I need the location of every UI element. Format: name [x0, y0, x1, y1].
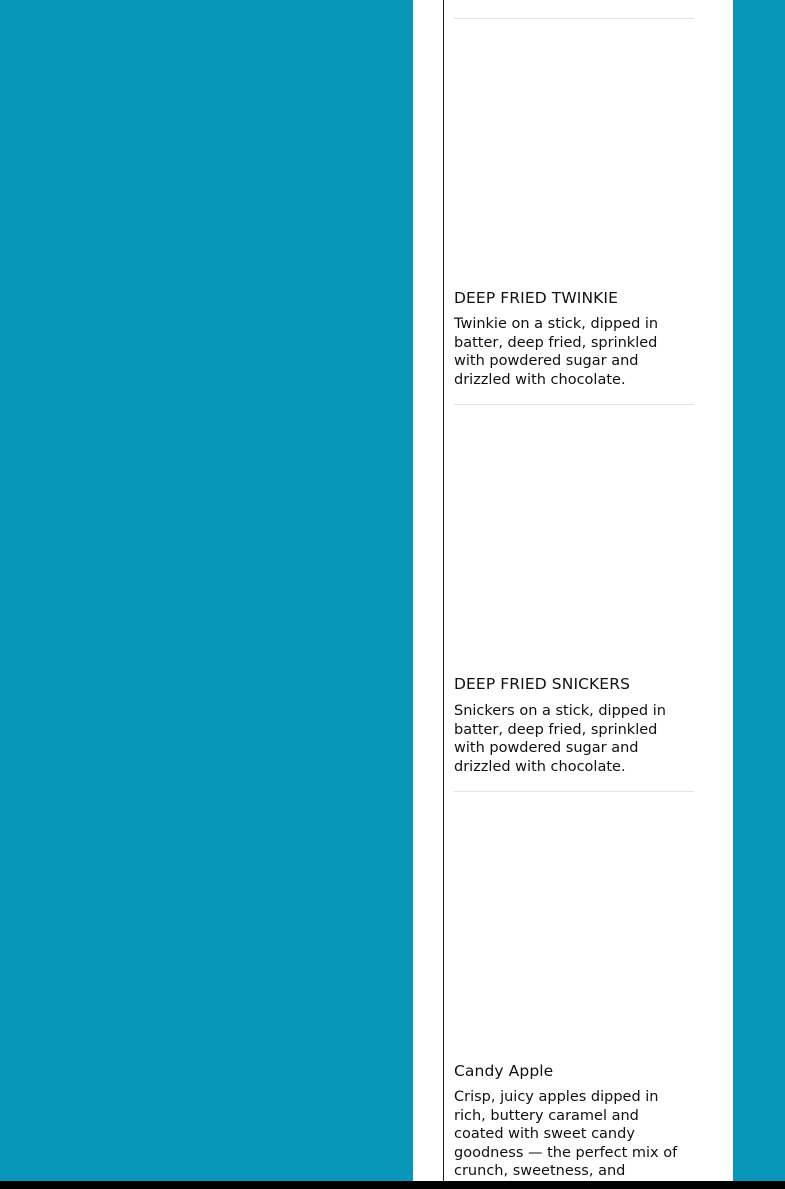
menu-item-description: Crisp, juicy apples dipped in rich, buttery caramel and coated with sweet candy goodness — the perfect mix of crunch, sweetness, and: [454, 1089, 678, 1180]
item-divider: [454, 791, 694, 792]
menu-item-image-placeholder: [454, 803, 694, 1048]
vertical-rule: [443, 0, 444, 1181]
menu-item-title: DEEP FRIED SNICKERS: [454, 675, 631, 693]
menu-panel: [413, 0, 733, 1181]
menu-item-description: Snickers on a stick, dipped in batter, deep fried, sprinkled with powdered sugar and drizzled with chocolate.: [454, 703, 666, 775]
menu-item-description: Twinkie on a stick, dipped in batter, deep fried, sprinkled with powdered sugar and drizzled with chocolate.: [454, 316, 659, 388]
menu-item-title: DEEP FRIED TWINKIE: [454, 289, 618, 307]
menu-item-title: Candy Apple: [454, 1062, 554, 1080]
menu-item-image-placeholder: [454, 416, 694, 661]
item-divider: [454, 18, 694, 19]
bottom-bar: [0, 1181, 785, 1189]
menu-item-image-placeholder: [454, 30, 694, 275]
item-divider: [454, 404, 694, 405]
